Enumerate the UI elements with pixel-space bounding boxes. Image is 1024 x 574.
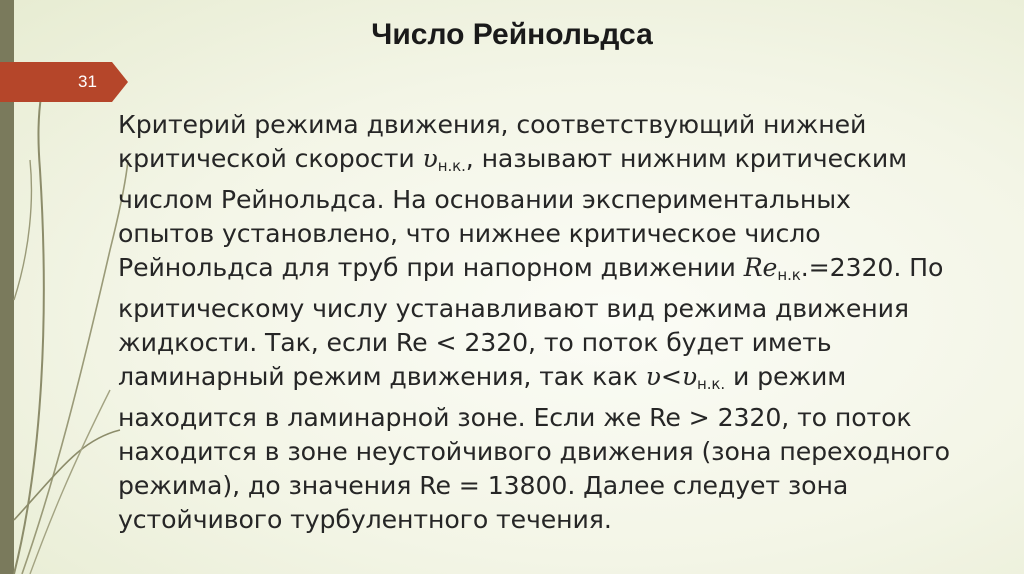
- body-line-5: [118, 251, 958, 292]
- body-line-11: режима), до значения Re = 13800. Далее следует зона: [118, 471, 849, 500]
- body-text-run: критической скорости: [118, 144, 423, 173]
- reynolds-symbol: Re: [743, 253, 778, 282]
- body-line-7: жидкости. Так, если Re < 2320, то поток будет иметь: [118, 328, 832, 357]
- slide-title: Число Рейнольдса: [371, 18, 653, 51]
- body-text-run: и режим: [725, 362, 847, 391]
- page-number: 31: [78, 72, 97, 91]
- body-line-1: Критерий режима движения, соответствующий нижней: [118, 110, 867, 139]
- body-line-12: устойчивого турбулентного течения.: [118, 505, 612, 534]
- body-line-6: критическому числу устанавливают вид режима движения: [118, 294, 909, 323]
- velocity-symbol: υ: [422, 144, 438, 173]
- subscript-nk: н.к.: [697, 375, 726, 393]
- slide-body-text: [118, 108, 958, 537]
- body-text-run: Рейнольдса для труб при напорном движении: [118, 253, 744, 282]
- body-line-2: [118, 142, 958, 183]
- body-line-8: [118, 360, 958, 401]
- body-line-9: находится в ламинарной зоне. Если же Re > 2320, то поток: [118, 403, 912, 432]
- badge-arrow-shape: [0, 62, 128, 102]
- body-line-4: опытов установлено, что нижнее критическое число: [118, 219, 821, 248]
- body-text-run: ламинарный режим движения, так как: [118, 362, 646, 391]
- velocity-symbol: υ: [681, 362, 698, 391]
- body-text-run: .=2320. По: [800, 253, 944, 282]
- subscript-nk: н.к.: [437, 157, 466, 175]
- body-text-run: , называют нижним критическим: [465, 144, 908, 173]
- velocity-symbol: υ: [645, 362, 661, 391]
- page-number-badge: [0, 62, 128, 102]
- less-than-sign: <: [660, 362, 682, 391]
- body-line-10: находится в зоне неустойчивого движения (зона переходного: [118, 437, 950, 466]
- body-line-3: числом Рейнольдса. На основании экспериментальных: [118, 185, 851, 214]
- subscript-nk: н.к: [777, 266, 801, 284]
